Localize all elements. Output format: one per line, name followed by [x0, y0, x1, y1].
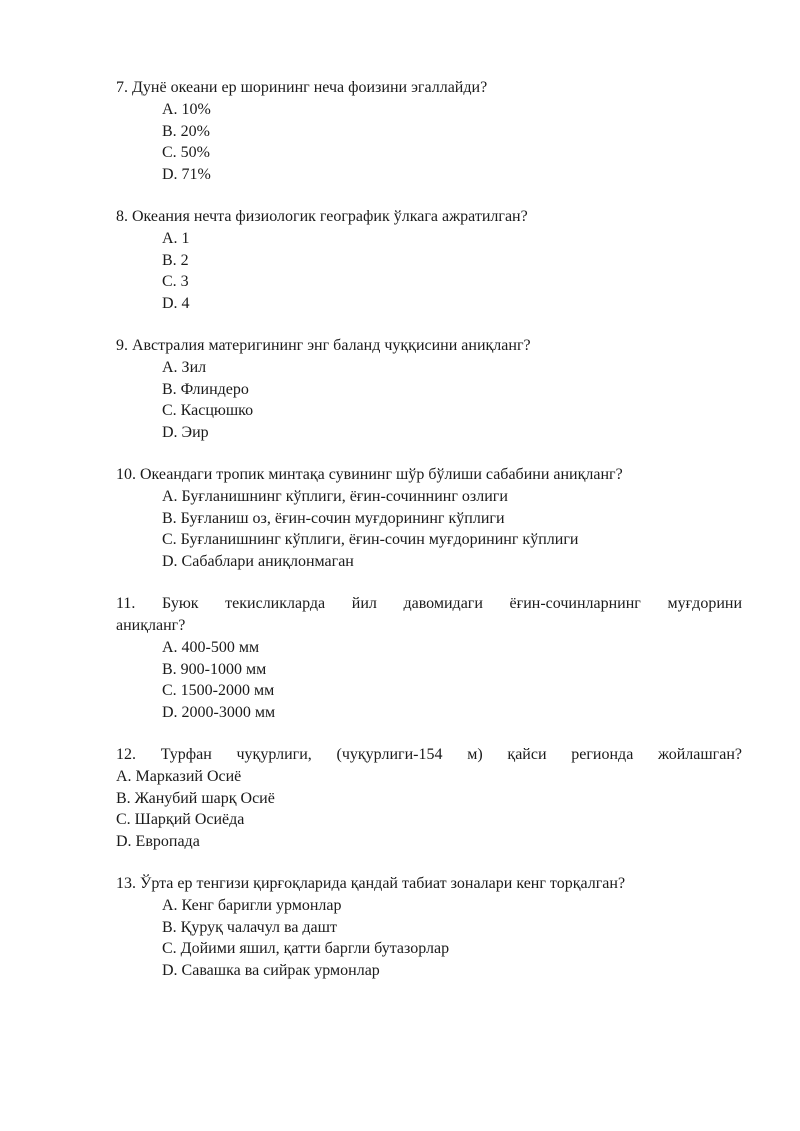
option-d: D. Сабаблари аниқлонмаган [162, 552, 354, 570]
option-b: B. Флиндеро [162, 380, 249, 398]
option-b: B. 2 [162, 251, 189, 269]
option-c: C. Касцюшко [162, 402, 254, 419]
option-d: D. Европада [116, 832, 200, 850]
option-a: A. Марказий Осиё [116, 768, 242, 785]
option-a: A. 1 [162, 230, 190, 247]
option-b: B. 900-1000 мм [162, 660, 267, 678]
question-11 [116, 593, 742, 723]
question-7 [116, 77, 742, 185]
answer-options [116, 228, 742, 314]
option-b: B. Қуруқ чалачул ва дашт [162, 918, 337, 936]
question-text: 8. Океания нечта физиологик географик ўлкага ажратилган? [116, 208, 528, 225]
question-text: 12. Турфан чуқурлиги, (чуқурлиги-154 м) қайси регионда жойлашган? [116, 746, 742, 763]
question-13 [116, 873, 742, 981]
option-d: D. Эир [162, 423, 209, 441]
option-c: C. 3 [162, 273, 189, 290]
option-b: B. Буғланиш оз, ёғин-сочин муғдорининг кўплиги [162, 509, 505, 527]
option-b: B. 20% [162, 122, 210, 140]
question-text: 7. Дунё океани ер шорининг неча фоизини эгаллайди? [116, 79, 488, 96]
option-a: A. Кенг баригли урмонлар [162, 897, 342, 914]
question-text: 13. Ўрта ер тенгизи қирғоқларида қандай табиат зоналари кенг торқалган? [116, 875, 626, 892]
answer-options [116, 766, 742, 852]
option-d: D. 71% [162, 165, 211, 183]
option-b: B. Жанубий шарқ Осиё [116, 789, 275, 807]
option-c: C. 1500-2000 мм [162, 682, 275, 699]
question-text: 10. Океандаги тропик минтақа сувининг шўр бўлиши сабабини аниқланг? [116, 466, 623, 483]
option-d: D. 4 [162, 294, 190, 312]
question-text-line-1: 11. Буюк текисликларда йил давомидаги ёғин-сочинларнинг муғдорини [116, 595, 742, 612]
answer-options [116, 357, 742, 443]
question-text: 9. Австралия материгининг энг баланд чуққисини аниқланг? [116, 337, 531, 354]
option-a: A. Зил [162, 359, 207, 376]
option-c: C. Шарқий Осиёда [116, 811, 245, 828]
question-9 [116, 335, 742, 443]
option-c: C. Буғланишнинг кўплиги, ёғин-сочин муғдорининг кўплиги [162, 531, 579, 548]
question-8 [116, 206, 742, 314]
answer-options [116, 895, 742, 981]
option-a: A. 10% [162, 101, 211, 118]
option-c: C. 50% [162, 144, 210, 161]
option-d: D. Савашка ва сийрак урмонлар [162, 961, 380, 979]
answer-options [116, 99, 742, 185]
answer-options [116, 637, 742, 723]
question-12 [116, 744, 742, 852]
answer-options [116, 486, 742, 572]
question-text-line-2: аниқланг? [116, 617, 186, 634]
option-a: A. Буғланишнинг кўплиги, ёғин-сочиннинг озлиги [162, 488, 508, 505]
question-10 [116, 464, 742, 572]
option-c: C. Дойими яшил, қатти баргли бутазорлар [162, 940, 450, 957]
option-a: A. 400-500 мм [162, 639, 260, 656]
test-page [116, 77, 742, 1002]
option-d: D. 2000-3000 мм [162, 703, 276, 721]
